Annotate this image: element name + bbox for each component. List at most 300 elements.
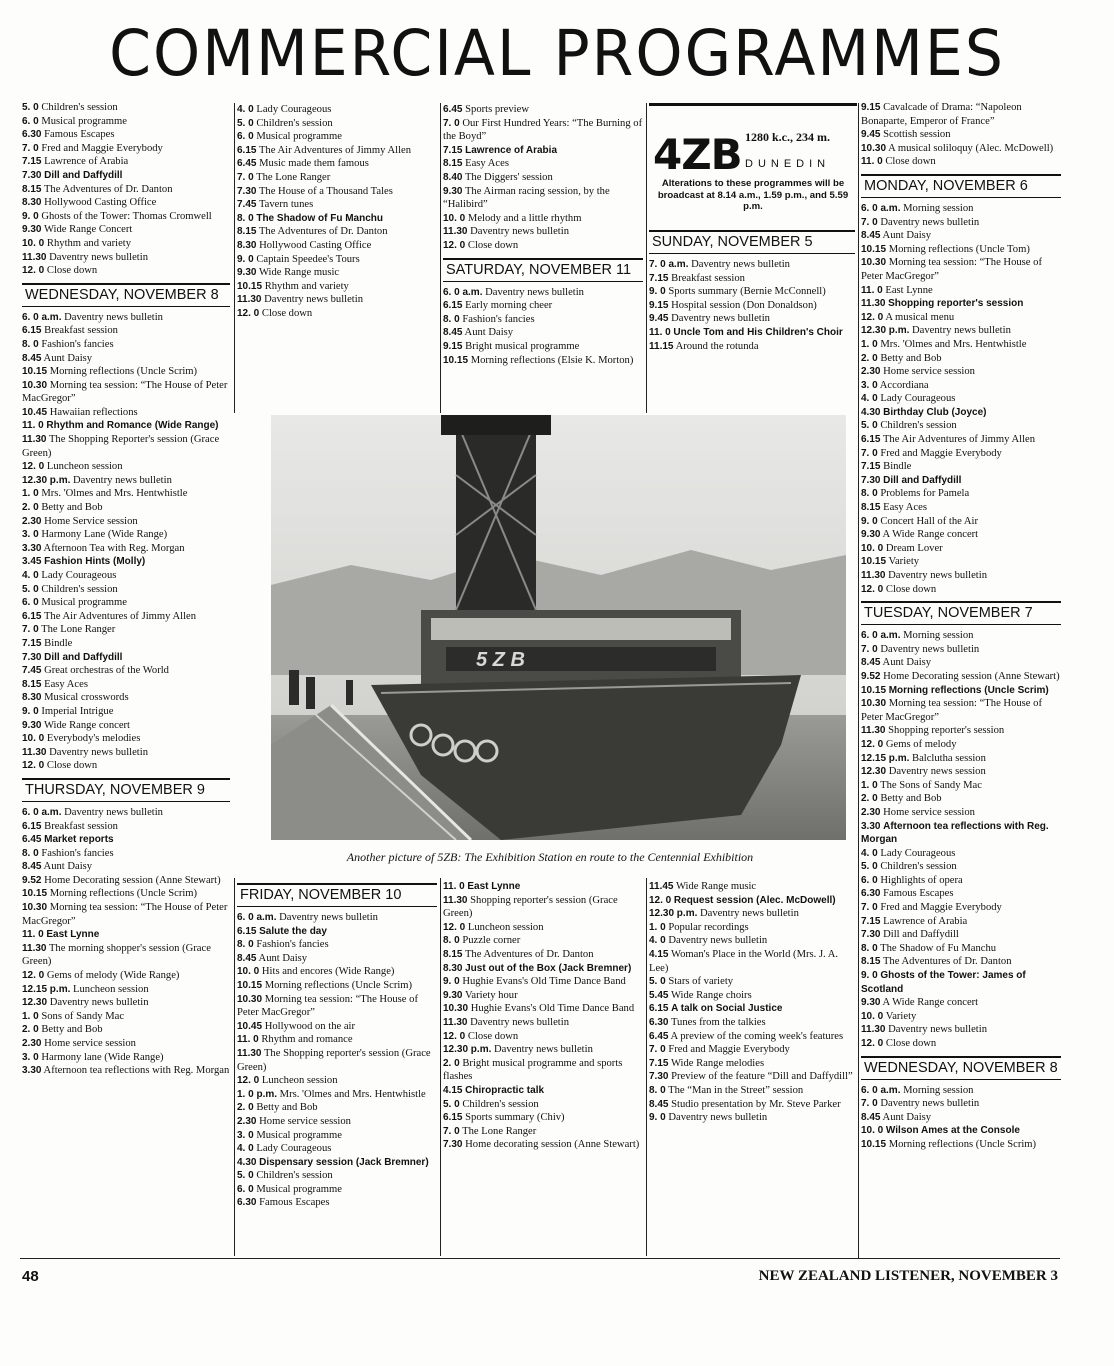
- programme-time: 12.30: [22, 997, 48, 1009]
- programme-entry: [22, 596, 230, 610]
- programme-time: 8. 0: [861, 488, 878, 500]
- programme-title: Sons of Sandy Mac: [41, 1010, 125, 1022]
- programme-entry: [443, 880, 643, 894]
- programme-entry: [861, 352, 1061, 366]
- programme-title: Home service session: [883, 366, 975, 378]
- programme-entry: [861, 1010, 1061, 1024]
- programme-entry: [22, 474, 230, 488]
- programme-entry: [649, 1084, 855, 1098]
- programme-title: Home Decorating session (Anne Stewart): [883, 670, 1060, 682]
- programme-title: Morning tea session: “The House of Peter MacGregor”: [861, 698, 1042, 723]
- programme-entry: [861, 474, 1061, 488]
- column-rule: [440, 878, 441, 1256]
- programme-entry: [861, 297, 1061, 311]
- programme-entry: [443, 1002, 643, 1016]
- programme-title: Preview of the feature “Dill and Daffydill”: [671, 1071, 853, 1083]
- programme-entry: [861, 1138, 1061, 1152]
- programme-title: Morning tea session: “The House of Peter MacGregor”: [237, 993, 418, 1019]
- programme-entry: [22, 983, 230, 997]
- programme-entry: [22, 101, 230, 115]
- programme-time: 6. 0: [237, 1183, 254, 1195]
- programme-title: Home service session: [883, 806, 975, 818]
- programme-entry: [237, 130, 437, 144]
- programme-entry: [649, 299, 855, 313]
- programme-title: The Adventures of Dr. Danton: [882, 956, 1012, 968]
- programme-title: Dill and Daffydill: [883, 929, 959, 941]
- programme-time: 10. 0: [22, 733, 45, 745]
- programme-entry: [861, 765, 1061, 779]
- programme-time: 12. 0: [443, 1030, 466, 1042]
- programme-entry: [443, 1057, 643, 1084]
- programme-time: 11. 0: [22, 420, 44, 432]
- programme-title: Fashion's fancies: [41, 338, 114, 350]
- programme-title: The Shadow of Fu Manchu: [256, 212, 384, 224]
- programme-time: 6. 0 a.m.: [861, 202, 901, 214]
- programme-title: Wide Range music: [258, 267, 340, 279]
- programme-entry: [443, 171, 643, 185]
- programme-time: 1. 0: [861, 779, 878, 791]
- programme-entry: [22, 847, 230, 861]
- programme-entry: [237, 1088, 437, 1102]
- programme-title: Daventry news bulletin: [880, 216, 980, 228]
- programme-time: 10. 0: [443, 212, 466, 224]
- programme-entry: [443, 212, 643, 226]
- programme-title: Fashion's fancies: [256, 939, 329, 951]
- programme-time: 3.30: [22, 1065, 42, 1077]
- programme-time: 11.30: [22, 251, 47, 263]
- programme-entry: [22, 664, 230, 678]
- programme-time: 7.15: [861, 915, 881, 927]
- programme-time: 10.15: [237, 979, 263, 991]
- programme-entry: [443, 117, 643, 144]
- programme-time: 11.30: [22, 942, 47, 954]
- programme-entry: [649, 1043, 855, 1057]
- programme-entry: [861, 847, 1061, 861]
- programme-entry: [22, 887, 230, 901]
- programme-entry: [443, 286, 643, 300]
- programme-time: 1. 0: [649, 921, 666, 933]
- programme-title: Daventry news bulletin: [880, 1098, 980, 1110]
- programme-title: Variety hour: [464, 989, 518, 1001]
- programme-title: Sports summary (Bernie McConnell): [668, 286, 826, 298]
- programme-time: 2. 0: [861, 793, 878, 805]
- programme-time: 7.15: [861, 461, 881, 473]
- programme-entry: [443, 144, 643, 158]
- column-rule: [234, 103, 235, 413]
- programme-title: Daventry news bulletin: [912, 325, 1011, 337]
- programme-title: Morning reflections (Uncle Scrim): [264, 979, 413, 991]
- programme-time: 10. 0: [861, 1125, 884, 1137]
- programme-time: 10. 0: [22, 237, 45, 249]
- programme-time: 8. 0: [237, 939, 254, 951]
- programme-time: 11.30: [22, 746, 47, 758]
- programme-time: 12. 0: [861, 738, 884, 750]
- programme-time: 7.15: [649, 1057, 669, 1069]
- programme-time: 4. 0: [22, 570, 39, 581]
- programme-title: Fashion's fancies: [462, 313, 535, 325]
- programme-title: Musical crosswords: [44, 692, 129, 704]
- programme-time: 12. 0: [237, 1075, 260, 1087]
- schedule-list: [237, 103, 437, 321]
- schedule-list: [861, 101, 1061, 169]
- programme-title: Dispensary session (Jack Bremner): [259, 1156, 429, 1168]
- programme-time: 6. 0 a.m.: [22, 806, 62, 818]
- programme-title: Breakfast session: [44, 820, 118, 832]
- programme-time: 6.15: [22, 610, 42, 622]
- programme-entry: [22, 1051, 230, 1065]
- programme-entry: [22, 487, 230, 501]
- programme-time: 3.30: [861, 820, 881, 832]
- programme-entry: [237, 1033, 437, 1047]
- programme-title: Sports summary (Chiv): [465, 1112, 565, 1124]
- programme-time: 8.45: [649, 1098, 669, 1110]
- programme-title: Market reports: [44, 834, 114, 846]
- programme-title: A musical menu: [885, 311, 955, 323]
- programme-time: 8.45: [22, 861, 42, 873]
- programme-title: Hollywood Casting Office: [259, 239, 372, 251]
- programme-title: Musical programme: [256, 1129, 342, 1141]
- programme-title: Dream Lover: [885, 542, 943, 554]
- programme-time: 2. 0: [22, 1024, 39, 1036]
- programme-time: 12. 0: [237, 307, 260, 319]
- programme-entry: [22, 237, 230, 251]
- programme-time: 9.30: [861, 997, 881, 1009]
- programme-time: 8.15: [861, 956, 881, 968]
- programme-entry: [861, 955, 1061, 969]
- programme-title: Variety: [885, 1010, 917, 1022]
- programme-time: 10.30: [443, 1003, 469, 1015]
- programme-time: 3. 0: [861, 379, 878, 391]
- programme-entry: [22, 515, 230, 529]
- programme-time: 5. 0: [861, 861, 878, 873]
- programme-title: Children's session: [880, 420, 957, 432]
- programme-title: Bindle: [883, 461, 912, 473]
- programme-title: Famous Escapes: [883, 888, 954, 900]
- programme-title: Hospital session (Don Donaldson): [671, 299, 817, 311]
- programme-title: Just out of the Box (Jack Bremner): [465, 962, 632, 974]
- programme-entry: [861, 406, 1061, 420]
- programme-time: 12. 0: [443, 239, 466, 251]
- schedule-list: [861, 202, 1061, 596]
- programme-entry: [22, 610, 230, 624]
- programme-title: Lady Courageous: [256, 1143, 332, 1155]
- programme-title: A preview of the coming week's features: [670, 1030, 844, 1042]
- programme-title: Shopping reporter's session: [888, 298, 1024, 310]
- programme-time: 11.30: [237, 1047, 262, 1059]
- programme-entry: [443, 975, 643, 989]
- programme-entry: [443, 1111, 643, 1125]
- programme-entry: [649, 285, 855, 299]
- programme-time: 5. 0: [861, 420, 878, 432]
- programme-title: Close down: [885, 156, 936, 168]
- programme-entry: [443, 1125, 643, 1139]
- programme-title: Betty and Bob: [880, 793, 942, 805]
- programme-time: 12. 0: [861, 311, 884, 323]
- programme-time: 7. 0: [861, 216, 878, 228]
- programme-time: 2.30: [861, 366, 881, 378]
- programme-time: 4. 0: [237, 1143, 254, 1155]
- programme-time: 9. 0: [649, 1112, 666, 1124]
- programme-entry: [861, 311, 1061, 325]
- programme-time: 8.45: [861, 230, 881, 242]
- programme-title: Daventry news bulletin: [668, 1112, 768, 1124]
- programme-title: The Air Adventures of Jimmy Allen: [882, 434, 1036, 446]
- programme-title: The Air Adventures of Jimmy Allen: [258, 144, 412, 156]
- programme-title: Fred and Maggie Everybody: [880, 902, 1002, 914]
- programme-entry: [237, 1196, 437, 1210]
- programme-entry: [237, 1047, 437, 1074]
- programme-entry: [861, 806, 1061, 820]
- station-notice: Alterations to these programmes will be broadcast at 8.14 a.m., 1.59 p.m., and 5.59 p.m.: [657, 178, 849, 212]
- programme-title: Breakfast session: [44, 325, 118, 337]
- programme-entry: [237, 157, 437, 171]
- programme-entry: [22, 623, 230, 637]
- schedule-list: [649, 258, 855, 353]
- programme-entry: [649, 1002, 855, 1016]
- programme-entry: [237, 266, 437, 280]
- programme-entry: [22, 419, 230, 433]
- programme-entry: [22, 746, 230, 760]
- programme-entry: [237, 1169, 437, 1183]
- programme-title: Lady Courageous: [880, 393, 956, 405]
- programme-title: Ghosts of the Tower: James of Scotland: [861, 970, 1026, 995]
- programme-time: 9.15: [443, 340, 463, 352]
- programme-entry: [443, 989, 643, 1003]
- programme-title: Lady Courageous: [41, 570, 117, 581]
- programme-entry: [237, 1101, 437, 1115]
- programme-time: 8. 0: [443, 935, 460, 947]
- programme-time: 9. 0: [22, 705, 39, 717]
- programme-entry: [861, 629, 1061, 643]
- programme-time: 12. 0: [861, 583, 884, 595]
- programme-entry: [861, 202, 1061, 216]
- programme-entry: [443, 1098, 643, 1112]
- programme-entry: [237, 212, 437, 226]
- programme-title: Morning tea session: “The House of Peter MacGregor”: [861, 257, 1042, 282]
- column-5: [861, 101, 1061, 1257]
- programme-title: Music made them famous: [259, 158, 369, 170]
- programme-entry: [861, 501, 1061, 515]
- programme-title: Rhythm and variety: [46, 237, 132, 249]
- programme-entry: [237, 103, 437, 117]
- programme-time: 11.30: [443, 1016, 468, 1028]
- programme-time: 9.52: [22, 874, 42, 886]
- programme-title: Scottish session: [883, 129, 951, 141]
- programme-title: Daventry news bulletin: [470, 226, 569, 238]
- programme-title: Dill and Daffydill: [883, 474, 962, 486]
- programme-title: Problems for Pamela: [880, 488, 970, 500]
- programme-time: 7. 0: [861, 1098, 878, 1110]
- programme-time: 7.30: [649, 1071, 669, 1083]
- programme-entry: [649, 258, 855, 272]
- programme-entry: [237, 198, 437, 212]
- schedule-list: [443, 286, 643, 368]
- programme-time: 6.30: [237, 1197, 257, 1209]
- programme-title: Daventry news bulletin: [671, 313, 770, 325]
- programme-title: Aunt Daisy: [882, 657, 932, 669]
- programme-entry: [22, 406, 230, 420]
- programme-entry: [861, 243, 1061, 257]
- programme-time: 12.30 p.m.: [22, 474, 71, 486]
- programme-title: A talk on Social Justice: [671, 1003, 783, 1015]
- programme-time: 7.30: [861, 929, 881, 941]
- programme-entry: [22, 1064, 230, 1078]
- programme-title: Famous Escapes: [44, 129, 115, 141]
- programme-time: 3. 0: [22, 1051, 39, 1063]
- programme-time: 6.30: [861, 888, 881, 900]
- programme-entry: [861, 583, 1061, 597]
- programme-time: 10.15: [237, 280, 263, 292]
- programme-title: The Sons of Sandy Mac: [880, 779, 982, 791]
- programme-entry: [22, 115, 230, 129]
- programme-time: 7. 0: [237, 171, 254, 183]
- programme-entry: [22, 1023, 230, 1037]
- programme-time: 8. 0: [443, 313, 460, 325]
- programme-title: Home service session: [44, 1038, 136, 1049]
- programme-entry: [649, 948, 855, 975]
- programme-time: 6.15: [22, 820, 42, 832]
- programme-time: 4.30: [861, 406, 881, 418]
- programme-time: 12. 0: [22, 461, 45, 473]
- programme-time: 8.15: [861, 502, 881, 514]
- programme-time: 9.30: [22, 719, 42, 731]
- programme-time: 6.15: [443, 1112, 463, 1124]
- programme-title: Close down: [46, 760, 98, 772]
- programme-title: The Shadow of Fu Manchu: [880, 942, 997, 954]
- programme-entry: [22, 196, 230, 210]
- programme-entry: [22, 569, 230, 583]
- column-rule: [440, 103, 441, 413]
- programme-title: Accordiana: [879, 379, 929, 391]
- programme-title: Fred and Maggie Everybody: [41, 142, 163, 154]
- programme-entry: [861, 643, 1061, 657]
- programme-title: Lawrence of Arabia: [465, 144, 558, 156]
- programme-entry: [22, 820, 230, 834]
- programme-time: 4.15: [649, 948, 669, 960]
- day-heading: THURSDAY, NOVEMBER 9: [22, 778, 230, 802]
- programme-title: Wilson Ames at the Console: [885, 1125, 1020, 1137]
- page-number: 48: [22, 1268, 39, 1285]
- programme-time: 6.45: [443, 104, 463, 115]
- programme-title: Morning reflections (Uncle Scrim): [49, 366, 198, 378]
- programme-entry: [861, 724, 1061, 738]
- footer-rule: [20, 1258, 1060, 1259]
- programme-time: 7.30: [443, 1139, 463, 1151]
- programme-time: 12.30: [861, 766, 887, 778]
- programme-entry: [443, 962, 643, 976]
- programme-time: 1. 0: [861, 338, 878, 350]
- programme-time: 2. 0: [443, 1057, 460, 1069]
- programme-time: 11. 0: [649, 326, 671, 338]
- day-heading: TUESDAY, NOVEMBER 7: [861, 601, 1061, 625]
- station-frequency: 1280 k.c., 234 m.: [745, 130, 830, 144]
- programme-title: Popular recordings: [668, 921, 749, 933]
- programme-entry: [443, 1043, 643, 1057]
- station-call-sign: 4ZB: [653, 130, 742, 179]
- programme-title: Aunt Daisy: [882, 1111, 932, 1123]
- programme-time: 12.30 p.m.: [861, 325, 910, 337]
- programme-entry: [22, 542, 230, 556]
- publication-footer: NEW ZEALAND LISTENER, NOVEMBER 3: [758, 1268, 1058, 1284]
- programme-entry: [237, 293, 437, 307]
- programme-title: Captain Speedee's Tours: [256, 253, 360, 265]
- day-heading: WEDNESDAY, NOVEMBER 8: [22, 283, 230, 307]
- programme-title: Musical programme: [41, 115, 127, 127]
- programme-time: 9. 0: [443, 976, 460, 988]
- programme-time: 7. 0: [443, 117, 460, 129]
- programme-time: 1. 0: [22, 1010, 39, 1022]
- programme-time: 6. 0 a.m.: [22, 311, 62, 323]
- programme-entry: [861, 874, 1061, 888]
- programme-time: 10.15: [443, 354, 469, 366]
- programme-time: 8.30: [22, 197, 42, 209]
- programme-time: 12. 0: [649, 894, 672, 906]
- programme-time: 5. 0: [649, 976, 666, 988]
- programme-time: 3.45: [22, 556, 42, 568]
- programme-entry: [861, 542, 1061, 556]
- programme-time: 6. 0 a.m.: [861, 1084, 901, 1096]
- programme-title: East Lynne: [885, 284, 933, 296]
- programme-title: Aunt Daisy: [464, 327, 514, 339]
- programme-time: 9.15: [861, 102, 881, 113]
- programme-title: The Lone Ranger: [256, 171, 331, 183]
- programme-time: 10. 0: [861, 1010, 884, 1022]
- programme-title: Wide Range melodies: [670, 1057, 765, 1069]
- programme-entry: [861, 284, 1061, 298]
- programme-title: Luncheon session: [73, 983, 149, 995]
- programme-entry: [22, 719, 230, 733]
- programme-entry: [649, 1098, 855, 1112]
- programme-entry: [22, 501, 230, 515]
- programme-entry: [22, 210, 230, 224]
- programme-time: 6.15: [649, 1003, 669, 1015]
- programme-entry: [237, 911, 437, 925]
- schedule-list: [22, 806, 230, 1078]
- programme-time: 10.15: [22, 366, 48, 378]
- programme-time: 10.15: [861, 243, 887, 255]
- schedule-list: [861, 629, 1061, 1050]
- programme-entry: [443, 225, 643, 239]
- programme-entry: [861, 256, 1061, 283]
- programme-time: 12.30 p.m.: [443, 1044, 492, 1056]
- programme-entry: [443, 1138, 643, 1152]
- programme-time: 8.45: [861, 1111, 881, 1123]
- programme-entry: [443, 354, 643, 368]
- programme-title: Aunt Daisy: [258, 952, 308, 964]
- programme-entry: [649, 880, 855, 894]
- programme-entry: [649, 1016, 855, 1030]
- schedule-list: [237, 911, 437, 1210]
- programme-time: 5. 0: [237, 117, 254, 129]
- day-heading: FRIDAY, NOVEMBER 10: [237, 883, 437, 907]
- programme-time: 3. 0: [22, 529, 39, 541]
- programme-entry: [237, 1074, 437, 1088]
- programme-entry: [861, 365, 1061, 379]
- page-title: COMMERCIAL PROGRAMMES: [109, 17, 1005, 91]
- programme-time: 9.52: [861, 670, 881, 682]
- programme-title: Wide Range Concert: [43, 224, 133, 236]
- programme-entry: [22, 264, 230, 278]
- programme-title: Children's session: [462, 1098, 539, 1110]
- programme-title: Hawaiian reflections: [49, 406, 138, 418]
- programme-title: Morning tea session: “The House of Peter MacGregor”: [22, 379, 228, 405]
- programme-entry: [237, 280, 437, 294]
- day-heading: SATURDAY, NOVEMBER 11: [443, 258, 643, 282]
- programme-entry: [22, 183, 230, 197]
- programme-entry: [861, 569, 1061, 583]
- programme-entry: [22, 969, 230, 983]
- programme-time: 7.30: [861, 474, 881, 486]
